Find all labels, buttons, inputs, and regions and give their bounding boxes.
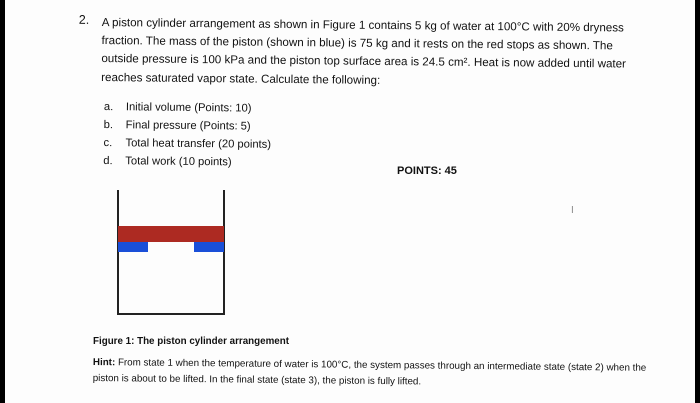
right-stop [194, 242, 224, 252]
subquestion-label: a. [103, 101, 114, 114]
piston-cylinder-figure [110, 188, 230, 318]
figure-caption: Figure 1: The piston cylinder arrangement [93, 336, 289, 347]
subquestion-text: Final pressure (Points: 5) [125, 119, 251, 133]
hint-paragraph [93, 355, 653, 393]
subquestion-d [103, 155, 231, 168]
hint-text: From state 1 when the temperature of water is 100°C, the system passes through an intermediate state (state 2) when the piston is about to be lifted. In the final state (state 3), the piston is fully lifted. [92, 357, 647, 388]
piston [118, 226, 224, 242]
text-cursor-icon: I [571, 205, 574, 216]
subquestion-text: Total heat transfer (20 points) [125, 137, 272, 151]
subquestion-b [104, 119, 251, 133]
subquestion-a [104, 101, 252, 115]
points-total: POINTS: 45 [397, 165, 457, 177]
document-page [5, 0, 695, 403]
subquestion-label: b. [103, 119, 114, 132]
problem-statement [5, 0, 695, 167]
subquestion-text: Total work (10 points) [125, 155, 232, 169]
subquestion-text: Initial volume (Points: 10) [125, 101, 252, 115]
left-stop [118, 242, 148, 252]
subquestion-label: c. [103, 137, 113, 150]
subquestion-c [103, 137, 271, 151]
hint-label: Hint: [92, 356, 116, 369]
question-text: A piston cylinder arrangement as shown in Figure 1 contains 5 kg of water at 100°C with 20% dryness fraction. The mass of the piston (shown in blue) is 75 kg and it rests on the red stops as shown. The outside pressure is 100 kPa and the piston top surface area is 24.5 cm². Heat is now added until water reaches saturated vapor state. Calculate the following: [101, 16, 627, 87]
question-number: 2. [78, 12, 90, 27]
subquestion-label: d. [103, 155, 113, 168]
